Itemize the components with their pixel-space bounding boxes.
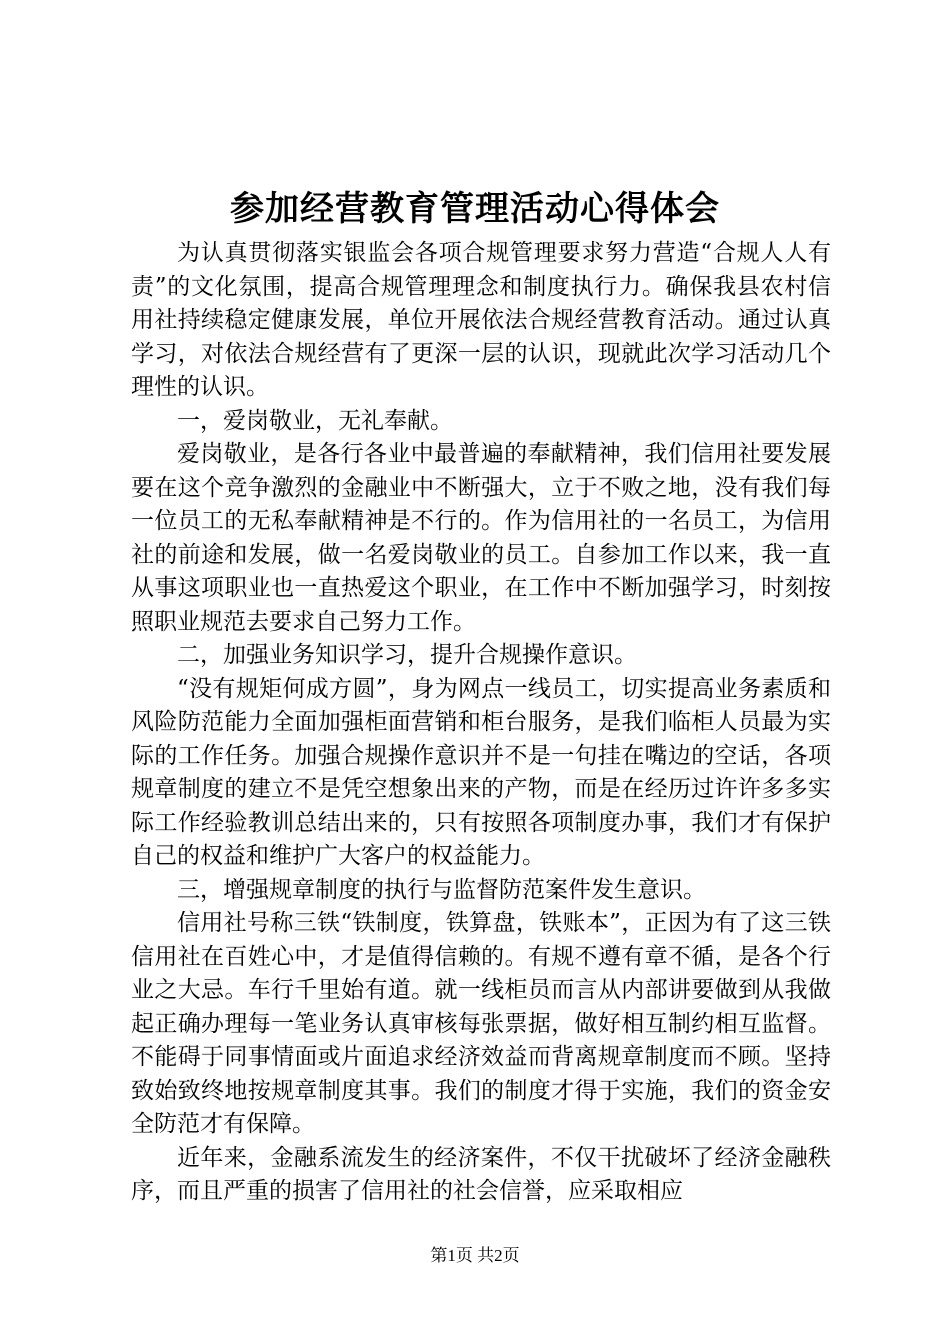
document-title: 参加经营教育管理活动心得体会 <box>230 189 720 229</box>
section-heading-3: 三，增强规章制度的执行与监督防范案件发生意识。 <box>177 876 706 903</box>
paragraph-continued: 近年来，金融系流发生的经济案件，不仅干扰破坏了经济金融秩序，而且严重的损害了信用社的社会信誉，应采取相应 <box>131 1144 831 1204</box>
paragraph-intro: 为认真贯彻落实银监会各项合规管理要求努力营造“合规人人有责”的文化氛围，提高合规管理理念和制度执行力。确保我县农村信用社持续稳定健康发展，单位开展依法合规经营教育活动。通过认真学习，对依法合规经营有了更深一层的认识，现就此次学习活动几个理性的认识。 <box>131 240 831 400</box>
paragraph-section-2: “没有规矩何成方圆”，身为网点一线员工，切实提高业务素质和风险防范能力全面加强柜面营销和柜台服务，是我们临柜人员最为实际的工作任务。加强合规操作意识并不是一句挂在嘴边的空话，各项规章制度的建立不是凭空想象出来的产物，而是在经历过许许多多实际工作经验教训总结出来的，只有按照各项制度办事，我们才有保护自己的权益和维护广大客户的权益能力。 <box>131 675 831 869</box>
section-heading-1: 一，爱岗敬业，无礼奉献。 <box>177 407 453 434</box>
document-body <box>131 237 831 1209</box>
section-heading-2: 二，加强业务知识学习，提升合规操作意识。 <box>177 642 637 668</box>
paragraph-section-1: 爱岗敬业，是各行各业中最普遍的奉献精神，我们信用社要发展要在这个竞争激烈的金融业中不断强大，立于不败之地，没有我们每一位员工的无私奉献精神是不行的。作为信用社的一名员工，为信用社的前途和发展，做一名爱岗敬业的员工。自参加工作以来，我一直从事这项职业也一直热爱这个职业，在工作中不断加强学习，时刻按照职业规范去要求自己努力工作。 <box>131 441 831 635</box>
page-number-footer: 第1页 共2页 <box>430 1246 520 1265</box>
paragraph-section-3: 信用社号称三铁“铁制度，铁算盘，铁账本”，正因为有了这三铁信用社在百姓心中，才是值得信赖的。有规不遵有章不循，是各个行业之大忌。车行千里始有道。就一线柜员而言从内部讲要做到从我做起正确办理每一笔业务认真审核每张票据，做好相互制约相互监督。不能碍于同事情面或片面追求经济效益而背离规章制度而不顾。坚持致始致终地按规章制度其事。我们的制度才得于实施，我们的资金安全防范才有保障。 <box>131 910 831 1137</box>
